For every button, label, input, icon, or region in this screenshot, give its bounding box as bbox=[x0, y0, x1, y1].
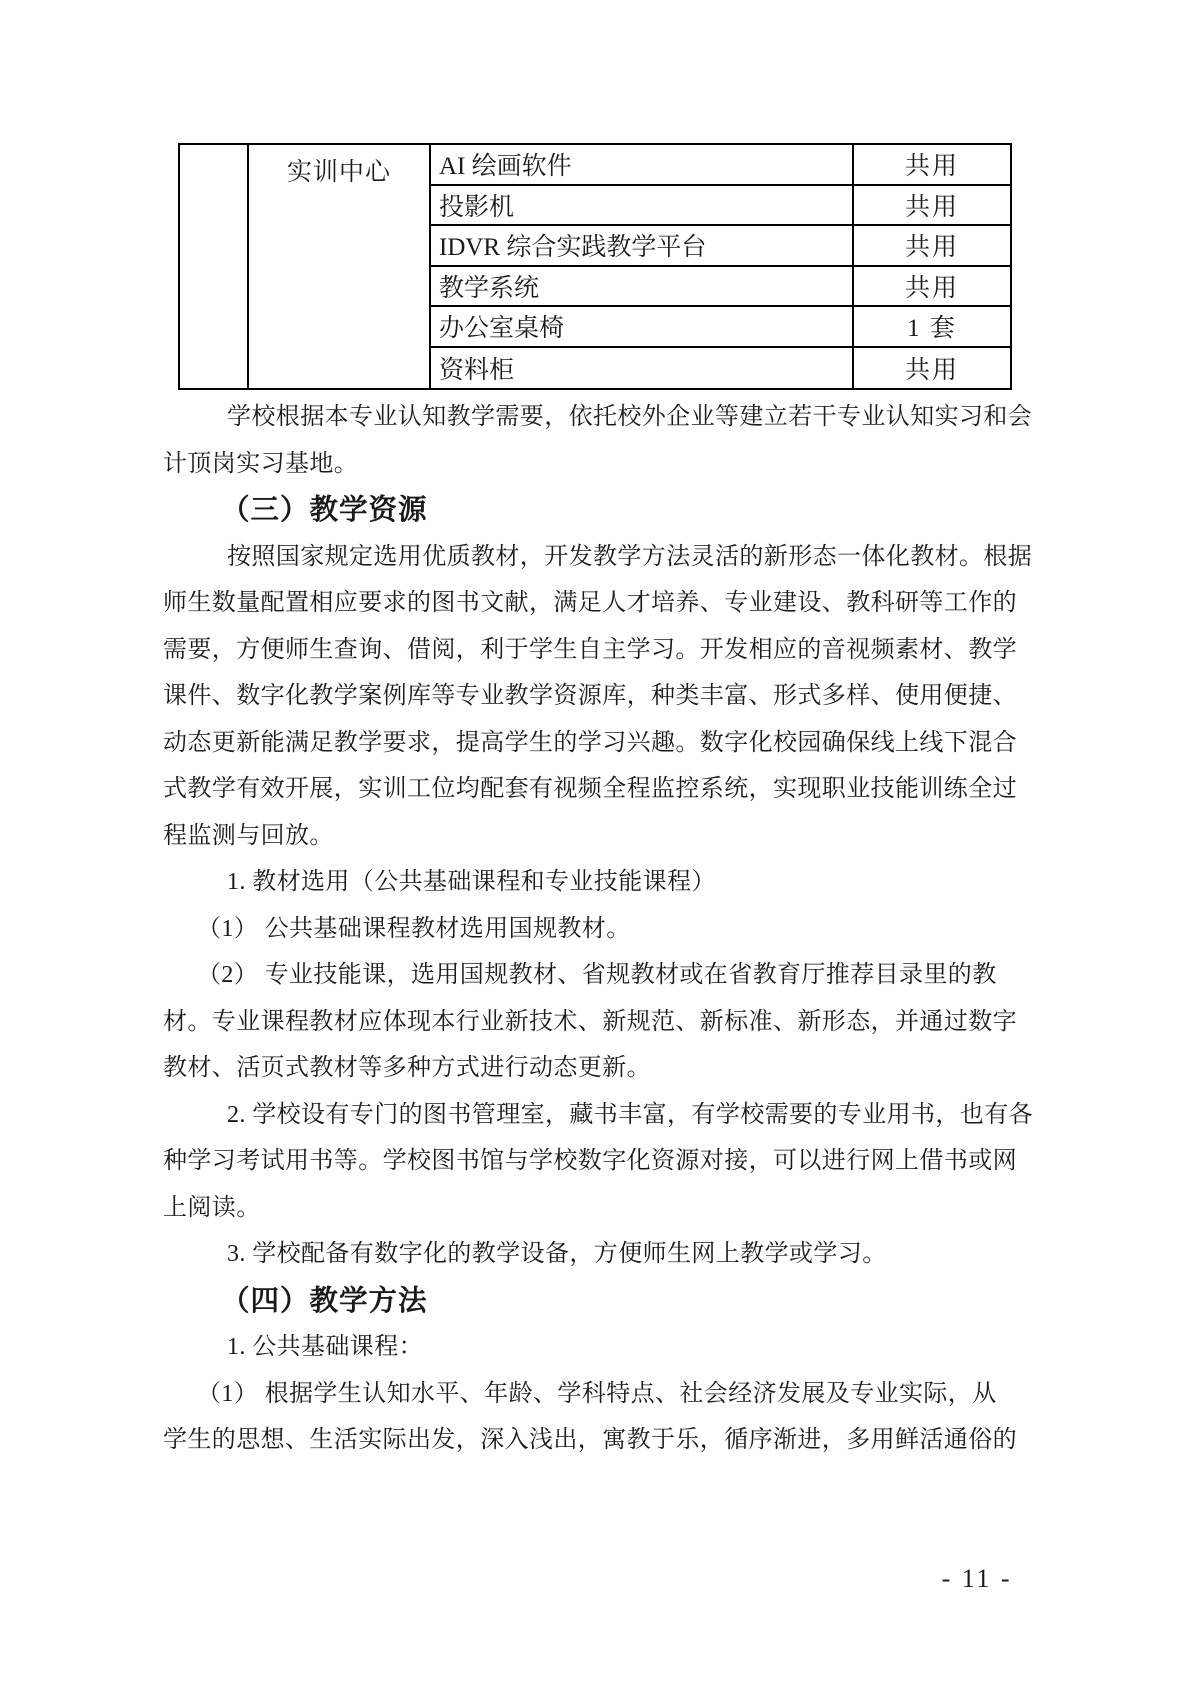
text-line: 种学习考试用书等。学校图书馆与学校数字化资源对接，可以进行网上借书或网 bbox=[163, 1148, 1017, 1174]
table-cell-group-label bbox=[249, 145, 431, 388]
text-line: 按照国家规定选用优质教材，开发教学方法灵活的新形态一体化教材。根据 bbox=[227, 543, 1033, 570]
table-cell-item: 教学系统 bbox=[431, 267, 852, 308]
table-cell-item: IDVR 综合实践教学平台 bbox=[431, 226, 852, 267]
group-label: 实训中心 bbox=[286, 159, 391, 186]
table-cell-quantity: 共用 bbox=[852, 267, 1010, 308]
list-item: 3. 学校配备有数字化的教学设备，方便师生网上教学或学习。 bbox=[227, 1241, 887, 1267]
text-line: 教材、活页式教材等多种方式进行动态更新。 bbox=[163, 1055, 651, 1081]
table-cell-quantity: 1 套 bbox=[852, 307, 1010, 348]
text-line: 学校根据本专业认知教学需要，依托校外企业等建立若干专业认知实习和会 bbox=[227, 404, 1033, 430]
list-item: （2） 专业技能课，选用国规教材、省规教材或在省教育厅推荐目录里的教 bbox=[197, 962, 997, 988]
text-line: 学生的思想、生活实际出发，深入浅出，寓教于乐，循序渐进，多用鲜活通俗的 bbox=[163, 1427, 1017, 1453]
table-cell-item: 办公室桌椅 bbox=[431, 307, 852, 348]
text-line: 材。专业课程教材应体现本行业新技术、新规范、新标准、新形态，并通过数字 bbox=[163, 1008, 1017, 1035]
table-cell-item: 投影机 bbox=[431, 186, 852, 227]
text-line: 师生数量配置相应要求的图书文献，满足人才培养、专业建设、教科研等工作的 bbox=[163, 590, 1017, 616]
table-cell-item: 资料柜 bbox=[439, 356, 515, 384]
list-item: （1） 根据学生认知水平、年龄、学科特点、社会经济发展及专业实际，从 bbox=[197, 1380, 997, 1407]
equipment-table bbox=[178, 143, 1012, 390]
table-cell-item: AI 绘画软件 bbox=[431, 145, 852, 186]
text-line: 需要，方便师生查询、借阅，利于学生自主学习。开发相应的音视频素材、教学 bbox=[163, 636, 1017, 663]
table-cell-quantity: 共用 bbox=[852, 186, 1010, 227]
section-heading: （四）教学方法 bbox=[221, 1284, 428, 1317]
list-item: 1. 教材选用（公共基础课程和专业技能课程） bbox=[227, 869, 716, 895]
text-line: 上阅读。 bbox=[163, 1194, 261, 1221]
body-text bbox=[163, 394, 1033, 1464]
table-cell-quantity: 共用 bbox=[852, 226, 1010, 267]
table-cell-quantity: 共用 bbox=[852, 348, 1010, 389]
page-number: - 11 - bbox=[941, 1564, 1012, 1593]
text-line: 动态更新能满足教学要求，提高学生的学习兴趣。数字化校园确保线上线下混合 bbox=[163, 729, 1017, 756]
text-line: 课件、数字化教学案例库等专业教学资源库，种类丰富、形式多样、使用便捷、 bbox=[163, 683, 1017, 709]
text-line: 计顶岗实习基地。 bbox=[163, 450, 359, 477]
list-item: （1） 公共基础课程教材选用国规教材。 bbox=[197, 915, 631, 942]
table-cell-empty bbox=[180, 145, 249, 388]
list-item: 1. 公共基础课程： bbox=[227, 1334, 423, 1360]
text-line: 式教学有效开展，实训工位均配套有视频全程监控系统，实现职业技能训练全过 bbox=[163, 776, 1017, 802]
list-item: 2. 学校设有专门的图书管理室，藏书丰富，有学校需要的专业用书，也有各 bbox=[227, 1101, 1033, 1128]
table-cell-quantity: 共用 bbox=[852, 145, 1010, 186]
text-line: 程监测与回放。 bbox=[163, 822, 334, 849]
section-heading: （三）教学资源 bbox=[221, 494, 428, 526]
